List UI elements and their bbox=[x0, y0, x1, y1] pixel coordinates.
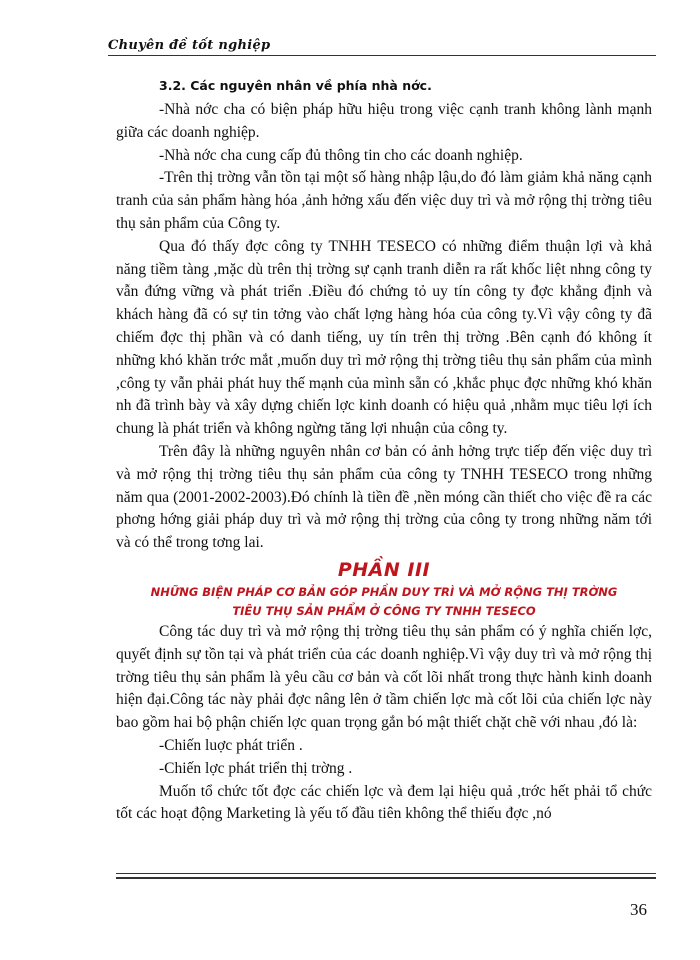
page-header bbox=[108, 38, 656, 53]
page-content bbox=[116, 78, 652, 826]
paragraph: Trên đây là những nguyên nhân cơ bản có ảnh hởng trực tiếp đến việc duy trì và mở rộng thị trờng tiêu thụ sản phẩm của công ty TNHH TESECO trong những năm qua (2001-2002-2003).Đó chính là tiền đề ,nền móng cần thiết cho việc đề ra các phơng hớng giải pháp duy trì và mở rộng thị trờng của công ty trong những năm tới và có thể trong tơng lai. bbox=[116, 442, 652, 552]
footer-rule-thick bbox=[116, 877, 656, 879]
paragraph: -Chiến luợc phát triển . bbox=[159, 736, 303, 754]
header-rule bbox=[108, 55, 656, 56]
header-title: Chuyên đề tốt nghiệp bbox=[108, 38, 271, 53]
part-subtitle-line2: TIÊU THỤ SẢN PHẨM Ở CÔNG TY TNHH TESECO bbox=[232, 603, 536, 618]
paragraph: -Nhà nớc cha cung cấp đủ thông tin cho các doanh nghiệp. bbox=[159, 146, 523, 164]
paragraph: -Trên thị trờng vẫn tồn tại một số hàng nhập lậu,do đó làm giảm khả năng cạnh tranh của sản phẩm hàng hóa ,ảnh hởng xấu đến việc duy trì và mở rộng thị trờng tiêu thụ sản phẩm của Công ty. bbox=[116, 169, 652, 232]
paragraph: Qua đó thấy đợc công ty TNHH TESECO có những điểm thuận lợi và khả năng tiềm tàng ,mặc dù trên thị trờng sự cạnh tranh diễn ra rất khốc liệt nhng công ty vẫn đứng vững và phát triển .Điều đó chứng tỏ uy tín công ty đợc khẳng định và khách hàng đã có sự tin tởng vào chất lợng hàng hóa của công ty.Vì vậy công ty đã chiếm đợc thị phần và có danh tiếng, uy tín trên thị trờng .Bên cạnh đó không ít những khó khăn trớc mắt ,muốn duy trì mở rộng thị trờng tiêu thụ sản phẩm của mình ,công ty vẫn phải phát huy thế mạnh của mình sẵn có ,khắc phục đợc những khó khăn nh đã trình bày và xây dựng chiến lợc kinh doanh có hiệu quả ,nhằm mục tiêu lợi ích chung là phát triển và không ngừng tăng lợi nhuận của công ty. bbox=[116, 237, 652, 438]
footer-rule bbox=[116, 873, 656, 874]
section-heading: 3.2. Các nguyên nhân về phía nhà nớc. bbox=[159, 78, 432, 93]
paragraph: Công tác duy trì và mở rộng thị trờng tiêu thụ sản phẩm có ý nghĩa chiến lợc, quyết định sự tồn tại và phát triển của các doanh nghiệp.Vì vậy duy trì và mở rộng thị trờng tiêu thụ sản phẩm là yêu cầu cơ bản và cốt lõi nhất trong thực hành kinh doanh hiện đại.Công tác này phải đợc nâng lên ở tầm chiến lợc mà cốt lõi của chiến lợc này bao gồm hai bộ phận chiến lợc quan trọng gắn bó mật thiết chặt chẽ với nhau ,đó là: bbox=[116, 622, 652, 732]
part-subtitle-line1: NHỮNG BIỆN PHÁP CƠ BẢN GÓP PHẦN DUY TRÌ VÀ MỞ RỘNG THỊ TRỜNG bbox=[150, 584, 618, 599]
page-number: 36 bbox=[630, 900, 647, 919]
paragraph: Muốn tổ chức tốt đợc các chiến lợc và đem lại hiệu quả ,trớc hết phải tổ chức tốt các hoạt động Marketing là yếu tố đầu tiên không thể thiếu đợc ,nó bbox=[116, 782, 652, 823]
paragraph: -Chiến lợc phát triển thị trờng . bbox=[159, 759, 353, 777]
part-title: PHẦN III bbox=[337, 558, 431, 581]
paragraph: -Nhà nớc cha có biện pháp hữu hiệu trong việc cạnh tranh không lành mạnh giữa các doanh nghiệp. bbox=[116, 101, 652, 141]
